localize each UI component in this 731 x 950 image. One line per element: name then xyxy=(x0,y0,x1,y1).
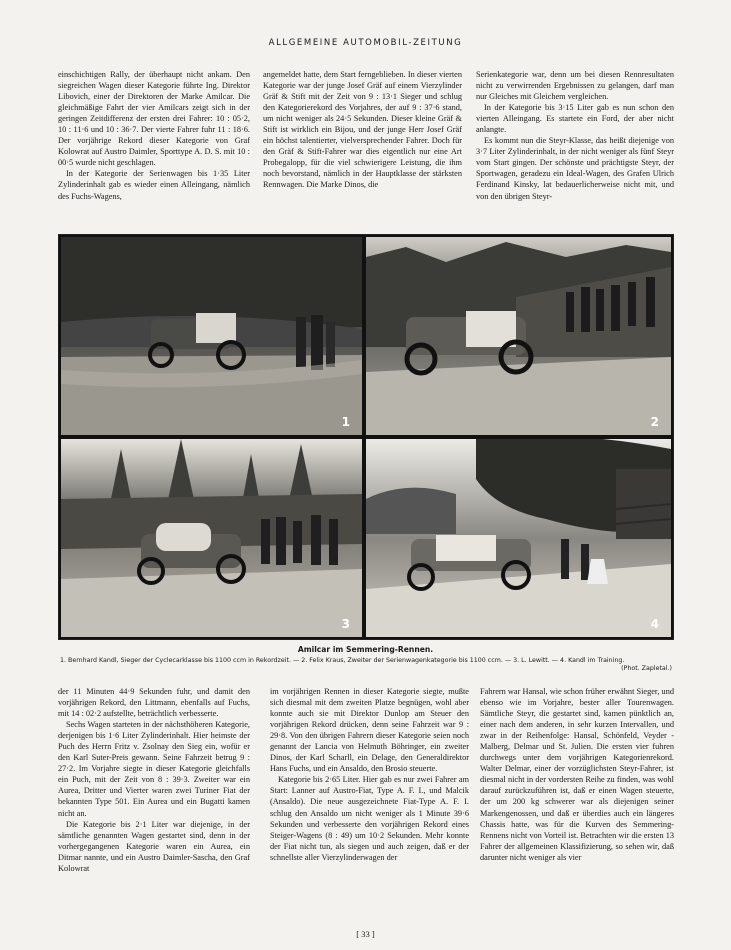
text-column-bottom-1 xyxy=(58,686,250,874)
paragraph: In der Kategorie bis 3·15 Liter gab es nun schon den vierten Alleingang. Es startete ein Ford, der aber nicht anlangte. xyxy=(476,103,674,135)
text-column-bottom-2 xyxy=(270,686,469,863)
photo-number: 1 xyxy=(341,415,350,429)
text-column-top-1 xyxy=(58,69,250,202)
photo-number: 3 xyxy=(341,617,350,631)
paragraph: Sechs Wagen starteten in der nächsthöheren Kategorie, derjenigen bis 1·6 Liter Zylinderinhalt. Hier heimste der Puch des Herrn Fritz v. Zsolnay den Sieg ein, wofür er den Karl Suter-Preis gewann. Seine Fahrzeit betrug 9 : 27·2. Im Vorjahre siegte in dieser Kategorie gleichfalls ein Puch, mit der Zeit von 8 : 39·3. Zweiter war ein Aurea, Dritter und Vierter waren zwei Turiner Fiat der bekannten Type 501. Ein Aurea und ein Bugatti kamen nicht an. xyxy=(58,720,250,818)
running-header: ALLGEMEINE AUTOMOBIL-ZEITUNG xyxy=(268,38,463,48)
text-column-bottom-3 xyxy=(480,686,674,863)
caption-title: Amilcar im Semmering-Rennen. xyxy=(297,645,434,654)
paragraph: In der Kategorie der Serienwagen bis 1·35 Liter Zylinderinhalt gab es wieder einen Alleingang, nämlich des Fuchs-Wagens, xyxy=(58,169,250,201)
race-photo-1 xyxy=(61,237,362,435)
paragraph: Es kommt nun die Steyr-Klasse, das heißt diejenige von 3·7 Liter Zylinderinhalt, in der nicht weniger als fünf Steyr vom Start gingen. Der schönste und prächtigste Steyr, der Sportwagen, geradezu ein Ideal-Wagen, des Grafen Ulrich Ferdinand Kinsky, lat bedauerlicherweise nicht mit, und von den übrigen Steyr- xyxy=(476,136,674,201)
paragraph: im vorjährigen Rennen in dieser Kategorie siegte, mußte sich diesmal mit dem zweiten Platze begnügen, wohl aber konnte auch sie mit Direktor Dunlop am Steuer den vorjährigen Rekord drücken, denn seine Fahrzeit war 9 : 29·8. Von den übrigen Fahrern dieser Kategorie seien noch genannt der Lancia von Helmuth Böhringer, ein zweiter Dinos, der Karl Scharll, ein Delage, den Generaldirektor Hans Fuchs, und ein Ansaldo, den Brosio steuerte. xyxy=(270,687,469,774)
paragraph: einschichtigen Rally, der überhaupt nicht ankam. Den siegreichen Wagen dieser Kategorie führte Ing. Direktor Libovich, einer der Direktoren der Marke Amilcar. Die gleichmäßige Fahrt der vier Amilcars zeigt sich in der geringen Zeitdifferenz der ersten drei Fahrer: 10 : 05·2, 10 : 11·6 und 10 : 36·7. Der vierte Fahrer fuhr 11 : 18·6. Der vorjährige Rekord dieser Kategorie von Graf Kolowrat auf Austro Daimler, Sporttype A. D. S. mit 10 : 00·5 wurde nicht geschlagen. xyxy=(58,70,250,168)
paragraph: angemeldet hatte, dem Start ferngeblieben. In dieser vierten Kategorie war der junge Josef Gräf auf einem Vierzylinder Gräf & Stift mit der Zeit von 9 : 13·1 Sieger und schlug den Kategorierekord des Vorjahres, der auf 9 : 37·6 stand, um nicht weniger als 24·5 Sekunden. Dieser kleine Gräf & Stift ist wirklich ein Bijou, und der junge Herr Josef Gräf ein höchst talentierter, vielversprechender Fahrer. Doch für den Gräf & Stift-Fahrer war dies eigentlich nur eine Art Probegalopp, für die viel schwierigere Leistung, die ihm noch bevorstand, nämlich in der Hauptklasse der stärksten Rennwagen. Die Marke Dinos, die xyxy=(263,70,462,190)
photo-grid xyxy=(58,234,674,640)
photo-number: 2 xyxy=(650,415,659,429)
paragraph: Die Kategorie bis 2·1 Liter war diejenige, in der sämtliche genannten Wagen gestartet sind, denn in der vorhergegangenen Kategorie waren ein Aurea, ein Ditmar nannte, und ein Austro Daimler-Sascha, den Graf Kolowrat xyxy=(58,819,250,873)
text-column-top-3 xyxy=(476,69,674,202)
paragraph: der 11 Minuten 44·9 Sekunden fuhr, und damit den vorjährigen Rekord, den Littmann, ebenfalls auf Fuchs, mit 14 : 02·2 aufstellte, beträchtlich verbesserte. xyxy=(58,687,250,719)
paragraph: Kategorie bis 2·65 Liter. Hier gab es nur zwei Fahrer am Start: Lanner auf Austro-Fiat, Type A. F. I., und Malcik (Ansaldo). Die neue ausgezeichnete Fiat-Type A. F. I. schlug den Ansaldo um nicht weniger als 1 Minute 39·6 Sekunden und verbesserte den vorjährigen Rekord eines Steiger-Wagens (8 : 49) um 10·2 Sekunden. Mehr konnte der Fiat nicht tun, als siegen und auch zeigen, daß er der schnellste aller Vierzylinderwagen der xyxy=(270,775,469,862)
race-photo-4 xyxy=(366,439,671,637)
text-column-top-2 xyxy=(263,69,462,191)
race-photo-2 xyxy=(366,237,671,435)
paragraph: Fahrern war Hansal, wie schon früher erwähnt Sieger, und ebenso wie im Vorjahre, bester aller Tourenwagen. Sämtliche Steyr, die gestartet sind, kamen pünktlich an, einer nach dem anderen, in sehr kurzen Intervallen, und zwar in der Reihenfolge: Hansal, Schönfeld, Veyder - Malberg, Delmar und St. Julien. Die ersten vier fuhren durchwegs unter dem vorjährigen Kategorienrekord. Walter Delmar, einer der vorzüglichsten Steyr-Fahrer, ist diesmal nicht in der vordersten Reihe zu finden, was wohl darauf zurückzuführen ist, daß er einen Wagen steuerte, der um 200 kg schwerer war als diejenigen seiner Markengenossen, und daß er überdies auch ein längeres Chassis hatte, was für die Kurven des Semmering-Rennens nicht von Vorteil ist. Betrachten wir die ersten 13 Fahrer der allgemeinen Klassifizierung, so sehen wir, daß darunter nicht weniger als vier xyxy=(480,687,674,862)
caption-text: 1. Bernhard Kandl, Sieger der Cyclecarklasse bis 1100 ccm in Rekordzeit. — 2. Felix Kraus, Zweiter der Serienwagenkategorie bis 1100 ccm. — 3. L. Lewitt. — 4. Kandl im Training. xyxy=(60,657,625,664)
page-number: [ 33 ] xyxy=(356,929,375,939)
race-photo-3 xyxy=(61,439,362,637)
photo-number: 4 xyxy=(650,617,659,631)
paragraph: Serienkategorie war, denn um bei diesen Rennresultaten nicht zu verwirrenden Ergebnissen zu gelangen, darf man nur Gleiches mit Gleichem vergleichen. xyxy=(476,70,674,102)
photo-credit: (Phot. Zapletal.) xyxy=(621,665,672,672)
